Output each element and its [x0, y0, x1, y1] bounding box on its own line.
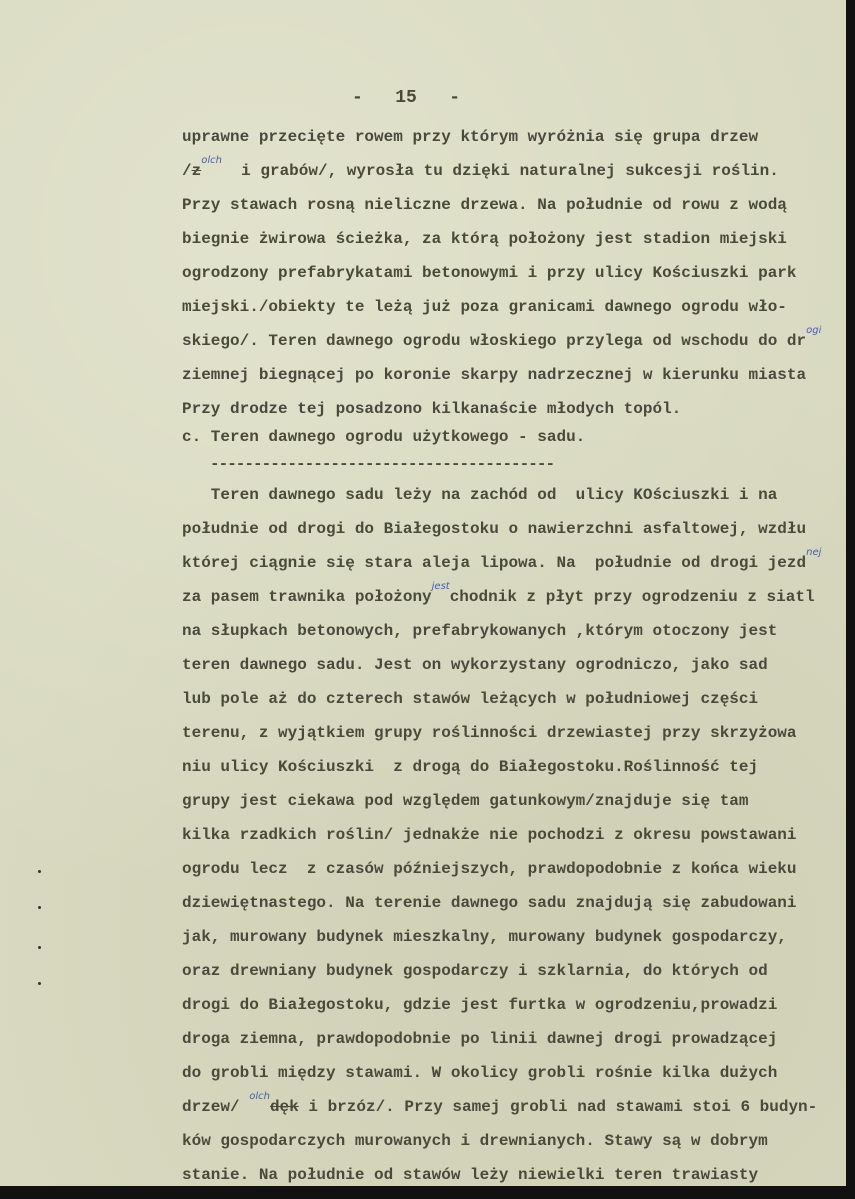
text-line [182, 256, 821, 290]
margin-mark [38, 870, 41, 873]
text-segment: stanie. Na południe od stawów leży niewielki teren trawiasty [182, 1166, 759, 1184]
text-segment: uprawne przecięte rowem przy którym wyróżnia się grupa drzew [182, 128, 759, 146]
margin-mark [38, 946, 41, 949]
handwritten-annotation: olch [201, 155, 222, 166]
text-segment: kilka rzadkich roślin/ jednakże nie pochodzi z okresu powstawani [182, 826, 797, 844]
text-line [182, 1090, 821, 1124]
text-line [182, 988, 821, 1022]
text-line [182, 154, 821, 188]
text-segment: niu ulicy Kościuszki z drogą do Białegostoku.Roślinność tej [182, 758, 759, 776]
text-line [182, 290, 821, 324]
text-line [182, 120, 821, 154]
text-segment: miejski./obiekty te leżą już poza granicami dawnego ogrodu wło- [182, 298, 787, 316]
text-segment: droga ziemna, prawdopodobnie po linii dawnej drogi prowadzącej [182, 1030, 778, 1048]
text-line [182, 188, 821, 222]
text-segment: teren dawnego sadu. Jest on wykorzystany ogrodniczo, jako sad [182, 656, 768, 674]
text-segment: drogi do Białegostoku, gdzie jest furtka w ogrodzeniu,prowadzi [182, 996, 778, 1014]
text-segment: dziewiętnastego. Na terenie dawnego sadu znajdują się zabudowani [182, 894, 797, 912]
text-segment: i brzóz/. Przy samej grobli nad stawami stoi 6 budyn- [298, 1098, 818, 1116]
handwritten-annotation: nej [806, 547, 822, 558]
text-segment: Przy stawach rosną nieliczne drzewa. Na południe od rowu z wodą [182, 196, 787, 214]
margin-mark [38, 982, 41, 985]
text-line [182, 1124, 821, 1158]
text-segment: drzew/ [182, 1098, 250, 1116]
struck-text: dęk [269, 1098, 299, 1116]
text-line [182, 818, 821, 852]
text-line [182, 784, 821, 818]
text-line [182, 1158, 821, 1186]
text-line [182, 716, 821, 750]
text-line [182, 580, 821, 614]
text-segment: do grobli między stawami. W okolicy grobli rośnie kilka dużych [182, 1064, 778, 1082]
text-line [182, 222, 821, 256]
text-segment: Przy drodze tej posadzono kilkanaście młodych topól. [182, 400, 682, 418]
text-line [182, 478, 821, 512]
text-segment: której ciągnie się stara aleja lipowa. Na południe od drogi jezd [182, 554, 807, 572]
text-segment: oraz drewniany budynek gospodarczy i szklarnia, do których od [182, 962, 768, 980]
text-segment: na słupkach betonowych, prefabrykowanych ,którym otoczony jest [182, 622, 778, 640]
text-line [182, 886, 821, 920]
text-line [182, 954, 821, 988]
text-line [182, 648, 821, 682]
struck-text: z [191, 162, 202, 180]
handwritten-annotation: olch [249, 1091, 270, 1102]
section-heading: c. Teren dawnego ogrodu użytkowego - sadu. [182, 428, 586, 446]
text-line [182, 1056, 821, 1090]
handwritten-annotation: ogi [806, 325, 822, 336]
text-segment: lub pole aż do czterech stawów leżących w południowej części [182, 690, 759, 708]
text-segment: biegnie żwirowa ścieżka, za którą położony jest stadion miejski [182, 230, 787, 248]
text-line [182, 1022, 821, 1056]
text-line [182, 512, 821, 546]
text-segment: Teren dawnego sadu leży na zachód od ulicy KOściuszki i na [182, 486, 778, 504]
margin-mark [38, 906, 41, 909]
text-segment: południe od drogi do Białegostoku o nawierzchni asfaltowej, wzdłu [182, 520, 807, 538]
text-segment: za pasem trawnika położony [182, 588, 432, 606]
text-segment: ogrodu lecz z czasów późniejszych, prawdopodobnie z końca wieku [182, 860, 797, 878]
text-line [182, 546, 821, 580]
text-segment: ziemnej biegnącej po koronie skarpy nadrzecznej w kierunku miasta [182, 366, 807, 384]
paragraph-2 [182, 478, 821, 1186]
text-segment: jak, murowany budynek mieszkalny, murowany budynek gospodarczy, [182, 928, 787, 946]
text-line [182, 358, 821, 392]
text-segment: terenu, z wyjątkiem grupy roślinności drzewiastej przy skrzyżowa [182, 724, 797, 742]
text-line [182, 614, 821, 648]
text-segment: i grabów/, wyrosła tu dzięki naturalnej sukcesji roślin. [221, 162, 779, 180]
text-segment: chodnik z płyt przy ogrodzeniu z siatl [449, 588, 815, 606]
text-line [182, 750, 821, 784]
paragraph-1 [182, 120, 821, 426]
text-line [182, 682, 821, 716]
page-number: - 15 - [352, 88, 461, 108]
text-segment: / [182, 162, 192, 180]
text-segment: ków gospodarczych murowanych i drewnianych. Stawy są w dobrym [182, 1132, 768, 1150]
text-segment: ogrodzony prefabrykatami betonowymi i przy ulicy Kościuszki park [182, 264, 797, 282]
text-segment: grupy jest ciekawa pod względem gatunkowym/znajduje się tam [182, 792, 749, 810]
handwritten-annotation: jest [431, 581, 450, 592]
text-segment: skiego/. Teren dawnego ogrodu włoskiego przylega od wschodu do dr [182, 332, 807, 350]
text-line [182, 392, 821, 426]
text-line [182, 920, 821, 954]
heading-underline: ---------------------------------------- [210, 455, 555, 473]
text-line [182, 324, 821, 358]
text-line [182, 852, 821, 886]
